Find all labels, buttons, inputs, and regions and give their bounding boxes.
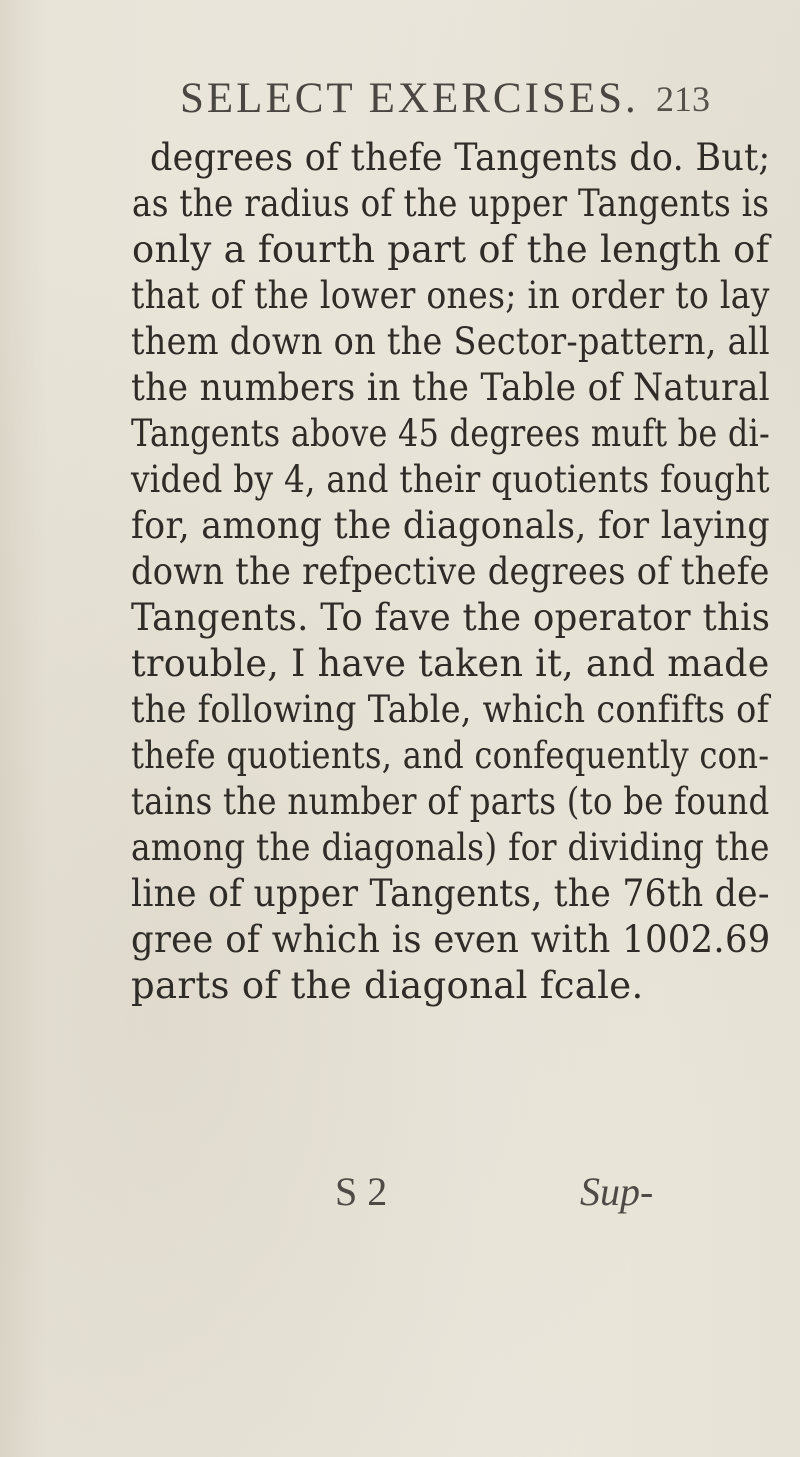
page-number: 213: [656, 79, 710, 119]
text-line: vided by 4, and their quotients fought: [131, 458, 770, 501]
catchword: Sup-: [580, 1169, 654, 1214]
text-line: that of the lower ones; in order to lay: [131, 274, 770, 317]
text-line: line of upper Tangents, the 76th de-: [131, 872, 770, 915]
text-line: Tangents above 45 degrees muft be di-: [131, 412, 771, 455]
text-line: thefe quotients, and confequently con-: [131, 734, 770, 777]
text-line: them down on the Sector-pattern, all: [131, 320, 770, 363]
text-line: among the diagonals) for dividing the: [131, 826, 770, 869]
text-line: trouble, I have taken it, and made: [131, 642, 770, 685]
text-line: parts of the diagonal fcale.: [131, 964, 644, 1007]
running-header: [0, 74, 800, 134]
text-line: the numbers in the Table of Natural: [131, 366, 771, 409]
text-line: only a fourth part of the length of: [132, 228, 770, 271]
text-line: gree of which is even with 1002.69: [131, 918, 771, 961]
text-line: tains the number of parts (to be found: [131, 780, 770, 823]
signature-mark: S 2: [335, 1169, 388, 1214]
text-line: the following Table, which confifts of: [131, 688, 770, 731]
text-line: degrees of thefe Tangents do. But;: [150, 136, 771, 179]
text-line: for, among the diagonals, for laying: [131, 504, 770, 547]
text-line: down the refpective degrees of thefe: [131, 550, 770, 593]
text-line: Tangents. To fave the operator this: [131, 596, 771, 639]
text-line: as the radius of the upper Tangents is: [132, 182, 770, 225]
running-head-title: SELECT EXERCISES.: [180, 75, 639, 122]
page-footer: [0, 1168, 800, 1218]
